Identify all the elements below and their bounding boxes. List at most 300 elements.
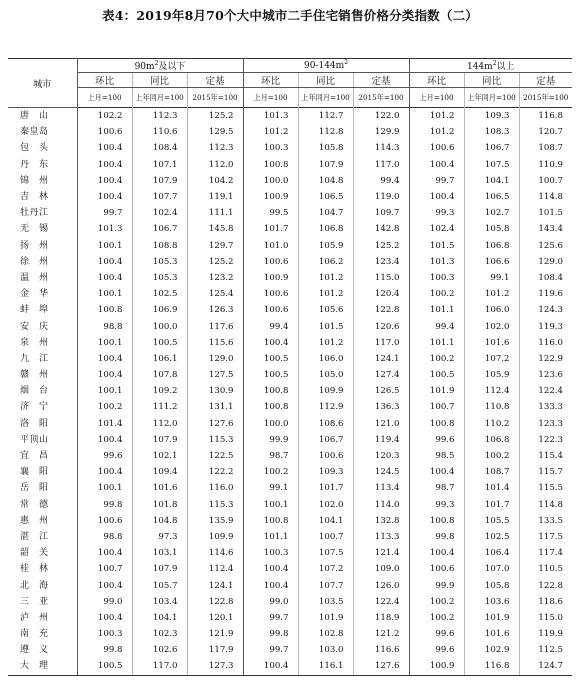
index-value: 101.6 — [464, 335, 519, 351]
index-value: 122.4 — [353, 594, 409, 610]
index-value: 115.6 — [187, 335, 243, 351]
header-sub-0-1: 同比 — [132, 73, 187, 88]
index-value: 105.3 — [132, 270, 187, 286]
index-value: 107.9 — [132, 173, 187, 189]
table-row — [8, 594, 572, 610]
index-value: 100.4 — [243, 658, 298, 675]
index-value: 100.8 — [243, 399, 298, 415]
index-value: 121.4 — [353, 545, 409, 561]
index-value: 99.0 — [243, 594, 298, 610]
index-value: 112.5 — [538, 645, 564, 656]
index-value: 100.6 — [243, 286, 298, 302]
index-value: 103.4 — [132, 594, 187, 610]
city-name: 九 江 — [8, 351, 77, 367]
table-row — [8, 642, 572, 658]
index-value: 101.9 — [464, 610, 519, 626]
index-value: 109.3 — [464, 108, 519, 125]
index-value: 100.2 — [409, 610, 464, 626]
index-value: 127.6 — [187, 416, 243, 432]
city-name: 安 庆 — [8, 318, 77, 334]
index-value: 112.3 — [187, 140, 243, 156]
index-value: 120.1 — [187, 610, 243, 626]
city-name: 惠 州 — [8, 513, 77, 529]
index-value: 100.2 — [243, 464, 298, 480]
table-row — [8, 221, 572, 237]
index-value: 116.1 — [298, 658, 353, 675]
index-value: 100.4 — [77, 189, 132, 205]
index-value: 101.7 — [243, 221, 298, 237]
index-value: 133.5 — [538, 515, 564, 526]
index-value: 115.3 — [187, 497, 243, 513]
index-value: 102.4 — [132, 205, 187, 221]
index-value: 106.6 — [464, 254, 519, 270]
index-value: 100.8 — [243, 383, 298, 399]
index-value: 119.9 — [538, 629, 564, 640]
index-value: 101.4 — [77, 416, 132, 432]
index-value: 118.9 — [353, 610, 409, 626]
index-value: 120.3 — [353, 448, 409, 464]
index-value: 109.4 — [132, 464, 187, 480]
index-value: 125.6 — [538, 240, 564, 251]
index-value: 100.1 — [77, 383, 132, 399]
index-value: 100.1 — [77, 480, 132, 496]
index-value: 109.2 — [132, 383, 187, 399]
index-value: 124.3 — [538, 305, 564, 316]
index-value: 100.2 — [464, 448, 519, 464]
index-value: 100.0 — [243, 416, 298, 432]
index-value: 100.6 — [77, 513, 132, 529]
header-group-small: $90m^2$及以下 — [77, 59, 243, 73]
header-sub-1-2: 定基 — [353, 73, 409, 88]
table-row — [8, 351, 572, 367]
index-value: 112.0 — [132, 416, 187, 432]
index-value: 101.9 — [298, 610, 353, 626]
index-value: 109.9 — [298, 383, 353, 399]
index-value: 99.8 — [77, 497, 132, 513]
index-value: 101.2 — [409, 124, 464, 140]
index-value: 105.8 — [464, 221, 519, 237]
index-value: 100.1 — [77, 335, 132, 351]
index-value: 101.2 — [298, 335, 353, 351]
index-value: 101.5 — [298, 318, 353, 334]
index-value: 116.0 — [187, 480, 243, 496]
index-value: 100.3 — [409, 270, 464, 286]
index-value: 100.4 — [77, 367, 132, 383]
index-value: 99.1 — [243, 480, 298, 496]
index-value: 143.4 — [538, 224, 564, 235]
table-row — [8, 383, 572, 399]
index-value: 130.9 — [187, 383, 243, 399]
city-name: 济 宁 — [8, 399, 77, 415]
index-value: 100.6 — [409, 140, 464, 156]
index-value: 99.8 — [409, 529, 464, 545]
index-value: 97.3 — [132, 529, 187, 545]
index-value: 99.9 — [243, 432, 298, 448]
index-value: 113.3 — [353, 529, 409, 545]
index-value: 105.8 — [464, 577, 519, 593]
index-value: 107.9 — [132, 561, 187, 577]
index-value: 116.0 — [538, 337, 564, 348]
index-value: 100.9 — [243, 270, 298, 286]
table-row — [8, 432, 572, 448]
index-value: 114.3 — [353, 140, 409, 156]
index-value: 100.4 — [243, 335, 298, 351]
table-row — [8, 416, 572, 432]
index-value: 99.4 — [409, 318, 464, 334]
table-row — [8, 480, 572, 496]
index-value: 104.8 — [132, 513, 187, 529]
index-value: 108.7 — [464, 464, 519, 480]
table-row — [8, 140, 572, 156]
index-value: 108.8 — [132, 238, 187, 254]
index-value: 102.4 — [409, 221, 464, 237]
index-value: 115.0 — [538, 612, 564, 623]
city-name: 宜 昌 — [8, 448, 77, 464]
index-value: 116.8 — [538, 111, 564, 122]
header-base-0-0: 上月=100 — [77, 88, 132, 108]
table-row — [8, 238, 572, 254]
city-name: 韶 关 — [8, 545, 77, 561]
city-name: 包 头 — [8, 140, 77, 156]
index-value: 106.5 — [298, 189, 353, 205]
index-value: 111.1 — [187, 205, 243, 221]
index-value: 127.6 — [353, 658, 409, 675]
index-value: 106.9 — [132, 302, 187, 318]
table-row — [8, 318, 572, 334]
index-value: 100.4 — [77, 577, 132, 593]
index-value: 129.0 — [187, 351, 243, 367]
city-name: 蚌 埠 — [8, 302, 77, 318]
index-value: 112.4 — [187, 561, 243, 577]
index-value: 115.0 — [353, 270, 409, 286]
city-name: 无 锡 — [8, 221, 77, 237]
index-value: 101.6 — [464, 626, 519, 642]
index-value: 108.4 — [538, 272, 564, 283]
header-baserow — [8, 88, 572, 108]
index-value: 106.0 — [464, 302, 519, 318]
index-value: 100.2 — [409, 594, 464, 610]
index-value: 101.1 — [409, 335, 464, 351]
index-value: 105.3 — [132, 254, 187, 270]
index-value: 114.6 — [187, 545, 243, 561]
table-row — [8, 173, 572, 189]
index-value: 99.3 — [409, 205, 464, 221]
index-value: 100.4 — [77, 254, 132, 270]
city-name: 锦 州 — [8, 173, 77, 189]
index-value: 100.4 — [409, 464, 464, 480]
index-value: 100.5 — [409, 367, 464, 383]
index-value: 121.9 — [187, 626, 243, 642]
index-value: 106.8 — [298, 221, 353, 237]
index-value: 126.0 — [353, 577, 409, 593]
index-value: 101.3 — [409, 254, 464, 270]
index-value: 105.7 — [132, 577, 187, 593]
index-value: 100.9 — [243, 189, 298, 205]
index-value: 99.4 — [353, 173, 409, 189]
index-value: 120.4 — [353, 286, 409, 302]
index-value: 102.8 — [298, 626, 353, 642]
table-row — [8, 108, 572, 125]
index-value: 121.2 — [353, 626, 409, 642]
index-value: 121.0 — [353, 416, 409, 432]
city-name: 遵 义 — [8, 642, 77, 658]
index-value: 99.1 — [464, 270, 519, 286]
index-value: 100.3 — [243, 545, 298, 561]
index-value: 100.4 — [77, 270, 132, 286]
index-value: 100.4 — [77, 464, 132, 480]
index-value: 112.0 — [187, 157, 243, 173]
index-value: 115.5 — [538, 483, 564, 494]
index-value: 100.5 — [243, 367, 298, 383]
index-value: 100.8 — [243, 157, 298, 173]
index-value: 109.9 — [187, 529, 243, 545]
index-value: 100.3 — [77, 626, 132, 642]
header-base-1-1: 上年同月=100 — [298, 88, 353, 108]
index-value: 103.0 — [298, 642, 353, 658]
city-name: 大 理 — [8, 658, 77, 675]
index-value: 103.6 — [464, 594, 519, 610]
city-name: 常 德 — [8, 497, 77, 513]
index-value: 99.5 — [243, 205, 298, 221]
index-value: 104.1 — [464, 173, 519, 189]
header-group-large: $144m^2$以上 — [409, 59, 572, 73]
index-value: 122.8 — [187, 594, 243, 610]
header-sub-0-0: 环比 — [77, 73, 132, 88]
index-value: 100.4 — [409, 157, 464, 173]
index-value: 102.5 — [132, 286, 187, 302]
index-value: 100.1 — [77, 238, 132, 254]
index-value: 99.9 — [409, 577, 464, 593]
index-value: 102.7 — [464, 205, 519, 221]
index-value: 107.2 — [298, 561, 353, 577]
table-row — [8, 124, 572, 140]
index-value: 98.7 — [409, 480, 464, 496]
index-value: 119.1 — [187, 189, 243, 205]
index-value: 108.6 — [298, 416, 353, 432]
city-name: 泸 州 — [8, 610, 77, 626]
index-value: 101.7 — [298, 480, 353, 496]
index-value: 107.8 — [132, 367, 187, 383]
index-value: 109.3 — [298, 464, 353, 480]
city-name: 洛 阳 — [8, 416, 77, 432]
index-value: 110.2 — [464, 416, 519, 432]
index-value: 99.7 — [243, 610, 298, 626]
index-value: 126.5 — [353, 383, 409, 399]
header-sub-2-2: 定基 — [519, 73, 572, 88]
city-name: 唐 山 — [8, 108, 77, 125]
index-value: 105.6 — [298, 302, 353, 318]
table-row — [8, 545, 572, 561]
header-base-1-2: 2015年=100 — [353, 88, 409, 108]
index-value: 122.4 — [538, 386, 564, 397]
index-value: 99.6 — [409, 432, 464, 448]
header-sub-0-2: 定基 — [187, 73, 243, 88]
index-value: 101.2 — [298, 270, 353, 286]
index-value: 100.7 — [538, 175, 564, 186]
table-row — [8, 610, 572, 626]
index-value: 106.7 — [132, 221, 187, 237]
index-value: 107.9 — [298, 157, 353, 173]
table-row — [8, 254, 572, 270]
city-name: 温 州 — [8, 270, 77, 286]
index-value: 133.3 — [538, 402, 564, 413]
index-value: 102.5 — [464, 529, 519, 545]
table-title: 表4：2019年8月70个大中城市二手住宅销售价格分类指数（二） — [102, 8, 478, 23]
index-value: 100.6 — [243, 254, 298, 270]
index-value: 99.3 — [409, 497, 464, 513]
index-value: 105.0 — [298, 367, 353, 383]
header-group-medium: $90-144m^2$ — [243, 59, 409, 73]
index-value: 101.2 — [298, 286, 353, 302]
index-value: 125.4 — [187, 286, 243, 302]
index-value: 107.7 — [298, 577, 353, 593]
table-row — [8, 335, 572, 351]
table-row — [8, 367, 572, 383]
index-value: 100.4 — [77, 610, 132, 626]
index-value: 123.6 — [538, 370, 564, 381]
index-value: 109.7 — [353, 205, 409, 221]
index-value: 117.6 — [187, 318, 243, 334]
index-value: 107.1 — [132, 157, 187, 173]
index-value: 104.2 — [187, 173, 243, 189]
index-value: 99.6 — [77, 448, 132, 464]
index-value: 111.2 — [132, 399, 187, 415]
header-base-0-2: 2015年=100 — [187, 88, 243, 108]
index-value: 129.7 — [187, 238, 243, 254]
index-value: 110.5 — [538, 564, 564, 575]
index-value: 101.0 — [243, 238, 298, 254]
index-value: 115.7 — [538, 467, 564, 478]
index-value: 103.1 — [132, 545, 187, 561]
index-value: 129.0 — [538, 256, 564, 267]
index-value: 100.0 — [132, 318, 187, 334]
index-value: 129.9 — [353, 124, 409, 140]
table-row — [8, 513, 572, 529]
index-value: 105.9 — [298, 238, 353, 254]
table-row — [8, 302, 572, 318]
index-value: 115.4 — [538, 451, 564, 462]
table-row — [8, 399, 572, 415]
index-value: 100.2 — [409, 286, 464, 302]
index-value: 101.6 — [132, 480, 187, 496]
index-value: 101.1 — [409, 302, 464, 318]
index-value: 113.4 — [353, 480, 409, 496]
index-value: 100.6 — [77, 124, 132, 140]
table-header — [8, 59, 572, 108]
table-row — [8, 497, 572, 513]
index-value: 123.4 — [353, 254, 409, 270]
city-name: 秦皇岛 — [8, 124, 77, 140]
index-value: 99.0 — [77, 594, 132, 610]
index-value: 100.9 — [409, 658, 464, 675]
index-value: 100.2 — [409, 351, 464, 367]
index-value: 101.2 — [464, 286, 519, 302]
index-value: 102.6 — [132, 642, 187, 658]
index-value: 99.7 — [243, 642, 298, 658]
index-value: 117.0 — [353, 335, 409, 351]
index-value: 122.8 — [538, 580, 564, 591]
city-name: 襄 阳 — [8, 464, 77, 480]
index-value: 124.5 — [353, 464, 409, 480]
index-value: 98.7 — [243, 448, 298, 464]
index-value: 119.0 — [353, 189, 409, 205]
index-value: 132.8 — [353, 513, 409, 529]
index-value: 122.9 — [538, 353, 564, 364]
index-value: 106.7 — [464, 140, 519, 156]
index-value: 100.4 — [77, 157, 132, 173]
index-value: 112.4 — [464, 383, 519, 399]
index-value: 102.1 — [132, 448, 187, 464]
table-row — [8, 157, 572, 173]
header-city: 城市 — [8, 59, 77, 108]
index-value: 120.7 — [538, 127, 564, 138]
index-value: 106.0 — [298, 351, 353, 367]
index-value: 122.2 — [187, 464, 243, 480]
index-value: 107.7 — [132, 189, 187, 205]
index-value: 118.6 — [538, 596, 564, 607]
index-value: 99.4 — [243, 318, 298, 334]
index-value: 100.8 — [243, 513, 298, 529]
table-row — [8, 658, 572, 675]
index-value: 100.4 — [77, 432, 132, 448]
city-name: 北 海 — [8, 577, 77, 593]
table-row — [8, 286, 572, 302]
index-value: 124.7 — [519, 658, 572, 675]
index-value: 100.2 — [77, 399, 132, 415]
header-sub-1-1: 同比 — [298, 73, 353, 88]
index-value: 99.6 — [409, 642, 464, 658]
city-name: 丹 东 — [8, 157, 77, 173]
index-value: 123.3 — [538, 418, 564, 429]
index-value: 100.4 — [409, 545, 464, 561]
index-value: 99.7 — [409, 173, 464, 189]
index-value: 104.7 — [298, 205, 353, 221]
index-value: 99.6 — [409, 626, 464, 642]
index-value: 102.0 — [298, 497, 353, 513]
index-value: 136.3 — [353, 399, 409, 415]
index-value: 100.4 — [77, 140, 132, 156]
index-value: 100.4 — [77, 173, 132, 189]
index-value: 100.8 — [77, 302, 132, 318]
index-value: 106.5 — [464, 189, 519, 205]
index-value: 101.2 — [409, 108, 464, 125]
index-value: 101.7 — [464, 497, 519, 513]
header-base-2-2: 2015年=100 — [523, 92, 569, 102]
index-value: 108.4 — [132, 140, 187, 156]
table-row — [8, 270, 572, 286]
index-value: 125.2 — [353, 238, 409, 254]
index-value: 102.9 — [464, 642, 519, 658]
index-value: 99.7 — [77, 205, 132, 221]
index-value: 122.3 — [538, 434, 564, 445]
index-value: 105.5 — [464, 513, 519, 529]
index-value: 116.6 — [353, 642, 409, 658]
index-value: 103.5 — [298, 594, 353, 610]
index-value: 104.8 — [298, 173, 353, 189]
index-value: 142.8 — [353, 221, 409, 237]
index-value: 117.5 — [538, 531, 564, 542]
index-value: 122.5 — [187, 448, 243, 464]
index-value: 100.6 — [298, 448, 353, 464]
index-value: 106.8 — [464, 432, 519, 448]
table-row — [8, 577, 572, 593]
index-value: 100.5 — [132, 335, 187, 351]
index-value: 100.4 — [243, 577, 298, 593]
index-value: 98.8 — [77, 529, 132, 545]
index-value: 101.9 — [409, 383, 464, 399]
index-value: 114.0 — [353, 497, 409, 513]
city-name: 岳 阳 — [8, 480, 77, 496]
